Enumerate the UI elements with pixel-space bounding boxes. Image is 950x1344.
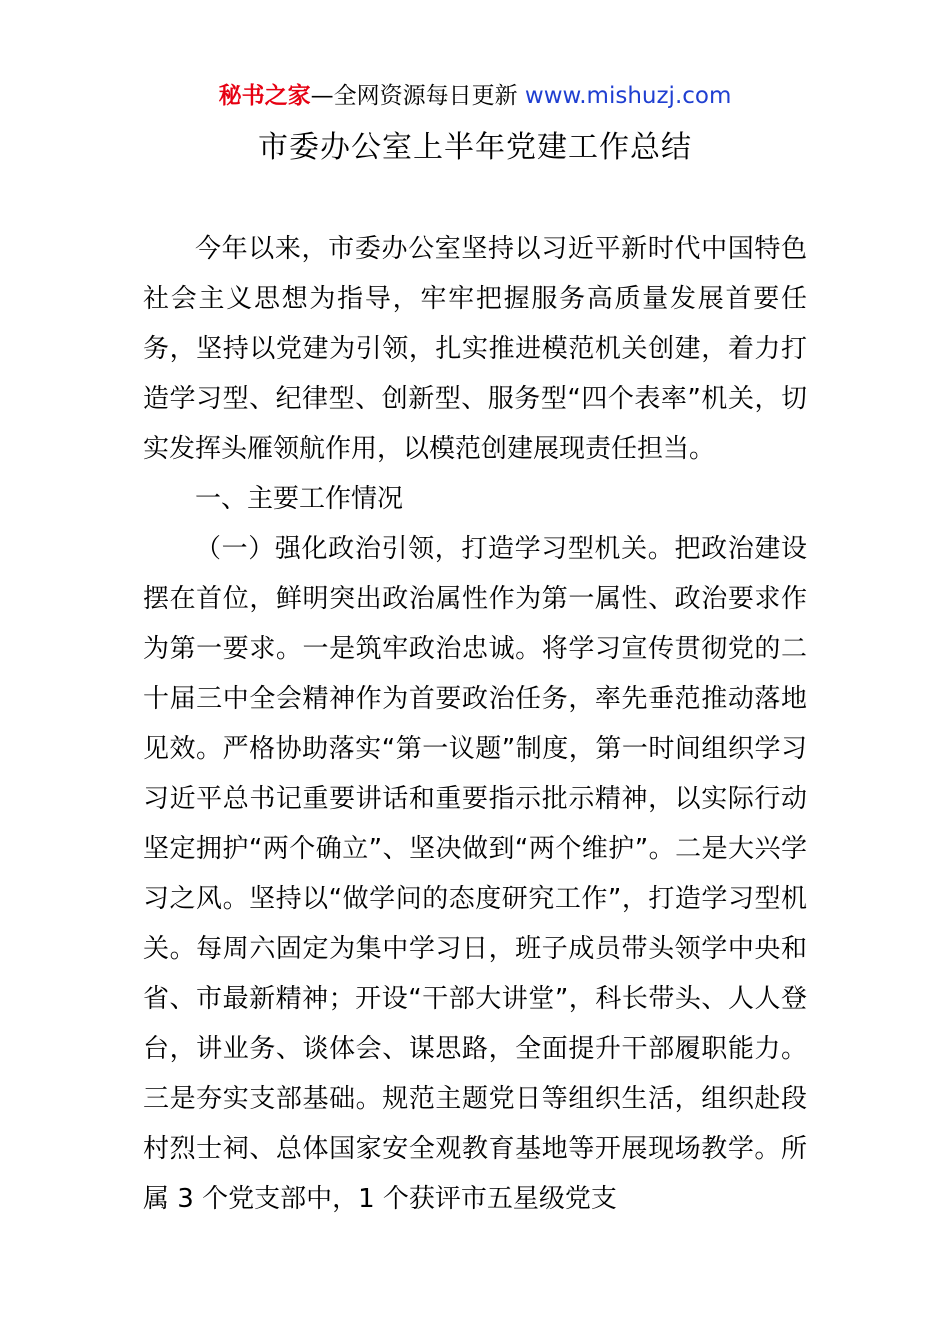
intro-paragraph: 今年以来，市委办公室坚持以习近平新时代中国特色社会主义思想为指导，牢牢把握服务高质量发展首要任务，坚持以党建为引领，扎实推进模范机关创建，着力打造学习型、纪律型、创新型、服务型“四个表率”机关，切实发挥头雁领航作用，以模范创建展现责任担当。 [143, 234, 807, 464]
section-heading: 一、主要工作情况 [195, 484, 404, 514]
document-body [143, 224, 807, 1224]
site-header [0, 80, 950, 112]
site-url-link[interactable]: www.mishuzj.com [524, 83, 732, 109]
section-paragraph: （一）强化政治引领，打造学习型机关。把政治建设摆在首位，鲜明突出政治属性作为第一属性、政治要求作为第一要求。一是筑牢政治忠诚。将学习宣传贯彻党的二十届三中全会精神作为首要政治任务，率先垂范推动落地见效。严格协助落实“第一议题”制度，第一时间组织学习习近平总书记重要讲话和重要指示批示精神，以实际行动坚定拥护“两个确立”、坚决做到“两个维护”。二是大兴学习之风。坚持以“做学问的态度研究工作”，打造学习型机关。每周六固定为集中学习日，班子成员带头领学中央和省、市最新精神；开设“干部大讲堂”，科长带头、人人登台，讲业务、谈体会、谋思路，全面提升干部履职能力。三是夯实支部基础。规范主题党日等组织生活，组织赴段村烈士祠、总体国家安全观教育基地等开展现场教学。所属 3 个党支部中，1 个获评市五星级党支 [143, 534, 807, 1214]
document-title: 市委办公室上半年党建工作总结 [258, 130, 692, 165]
site-slogan: —全网资源每日更新 [310, 83, 518, 109]
site-brand: 秘书之家 [218, 83, 311, 109]
